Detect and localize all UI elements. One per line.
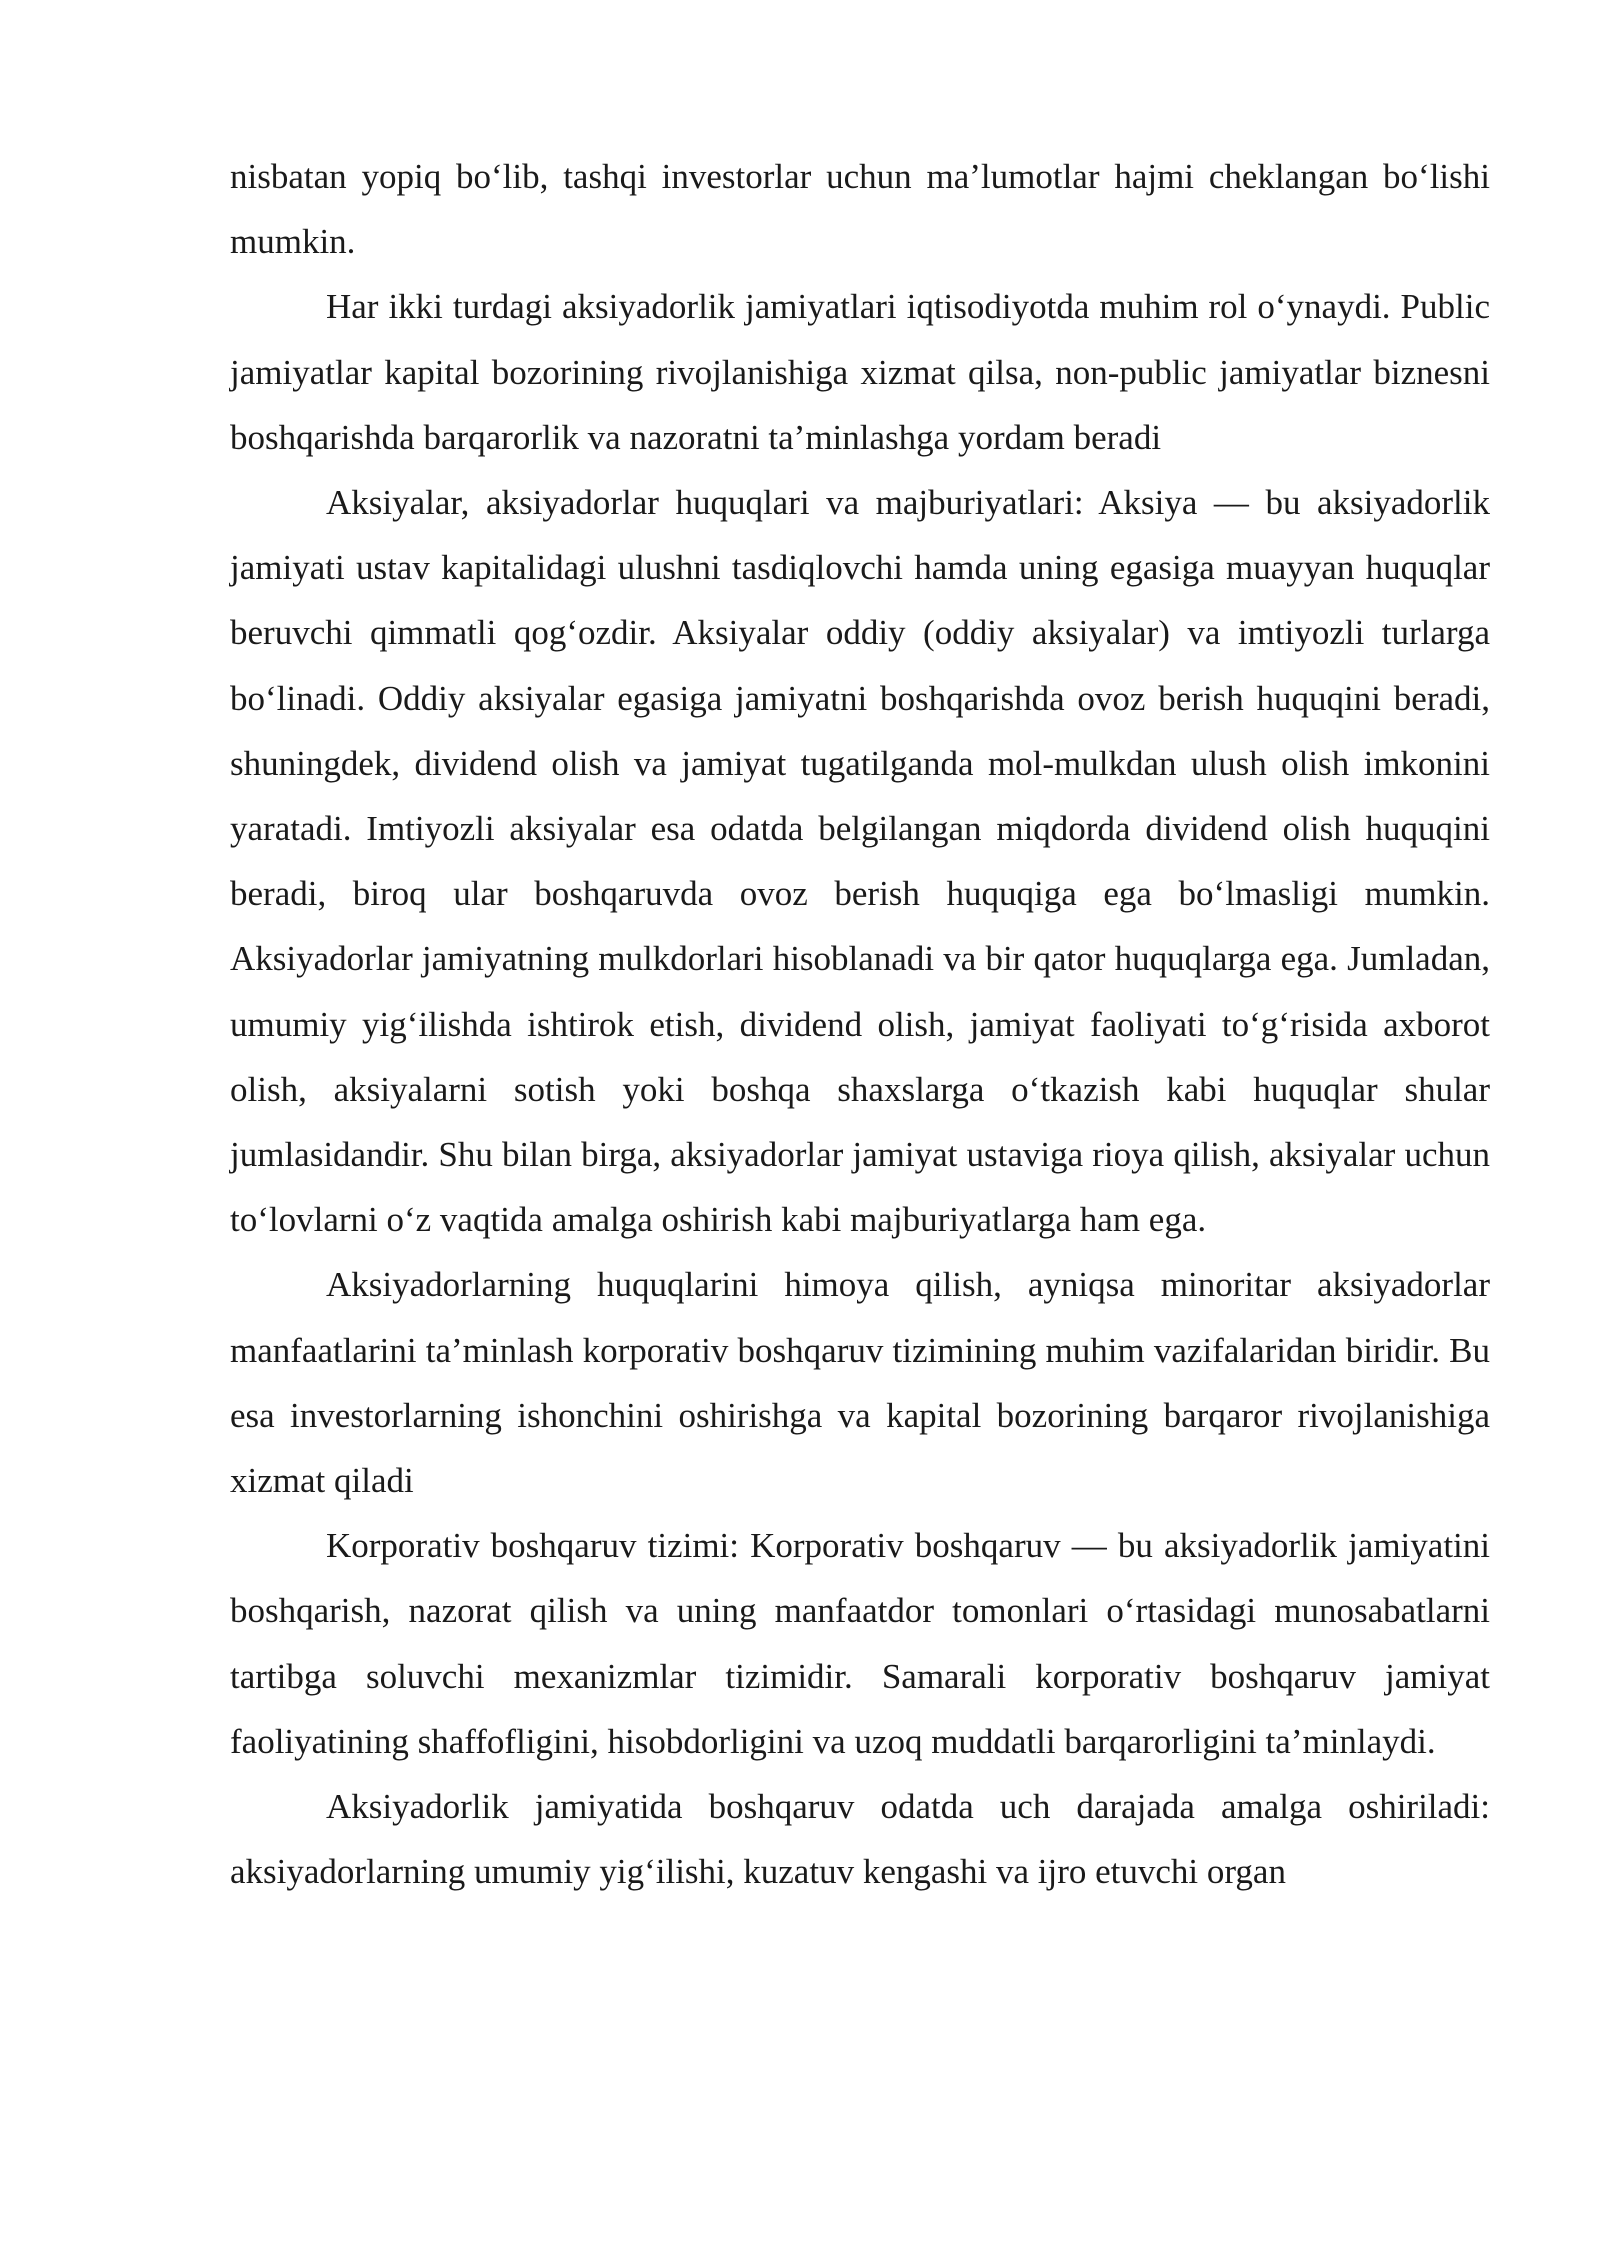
paragraph-joint-stock-types: Har ikki turdagi aksiyadorlik jamiyatlari iqtisodiyotda muhim rol o‘ynaydi. Public jamiyatlar kapital bozorining rivojlanishiga xizmat qilsa, non-public jamiyatlar biznesni boshqarishda barqarorlik va nazoratni ta’minlashga yordam beradi (230, 287, 1490, 457)
document-body (230, 144, 1490, 1904)
paragraph-corporate-governance: Korporativ boshqaruv tizimi: Korporativ boshqaruv — bu aksiyadorlik jamiyatini boshqarish, nazorat qilish va uning manfaatdor tomonlari o‘rtasidagi munosabatlarni tartibga soluvchi mexanizmlar tizimidir. Samarali korporativ boshqaruv jamiyat faoliyatining shaffofligini, hisobdorligini va uzoq muddatli barqarorligini ta’minlaydi. (230, 1526, 1490, 1761)
paragraph-governance-levels: Aksiyadorlik jamiyatida boshqaruv odatda uch darajada amalga oshiriladi: aksiyadorlarning umumiy yig‘ilishi, kuzatuv kengashi va ijro etuvchi organ (230, 1787, 1490, 1892)
paragraph-shares-rights: Aksiyalar, aksiyadorlar huquqlari va majburiyatlari: Aksiya — bu aksiyadorlik jamiyati ustav kapitalidagi ulushni tasdiqlovchi hamda uning egasiga muayyan huquqlar beruvchi qimmatli qog‘ozdir. Aksiyalar oddiy (oddiy aksiyalar) va imtiyozli turlarga bo‘linadi. Oddiy aksiyalar egasiga jamiyatni boshqarishda ovoz berish huquqini beradi, shuningdek, dividend olish va jamiyat tugatilganda mol-mulkdan ulush olish imkonini yaratadi. Imtiyozli aksiyalar esa odatda belgilangan miqdorda dividend olish huquqini beradi, biroq ular boshqaruvda ovoz berish huquqiga ega bo‘lmasligi mumkin. Aksiyadorlar jamiyatning mulkdorlari hisoblanadi va bir qator huquqlarga ega. Jumladan, umumiy yig‘ilishda ishtirok etish, dividend olish, jamiyat faoliyati to‘g‘risida axborot olish, aksiyalarni sotish yoki boshqa shaxslarga o‘tkazish kabi huquqlar shular jumlasidandir. Shu bilan birga, aksiyadorlar jamiyat ustaviga rioya qilish, aksiyalar uchun to‘lovlarni o‘z vaqtida amalga oshirish kabi majburiyatlarga ham ega. (230, 483, 1490, 1240)
paragraph-continuation: nisbatan yopiq bo‘lib, tashqi investorlar uchun ma’lumotlar hajmi cheklangan bo‘lishi mumkin. (230, 157, 1490, 262)
paragraph-minority-protection: Aksiyadorlarning huquqlarini himoya qilish, ayniqsa minoritar aksiyadorlar manfaatlarini ta’minlash korporativ boshqaruv tizimining muhim vazifalaridan biridir. Bu esa investorlarning ishonchini oshirishga va kapital bozorining barqaror rivojlanishiga xizmat qiladi (230, 1265, 1490, 1501)
